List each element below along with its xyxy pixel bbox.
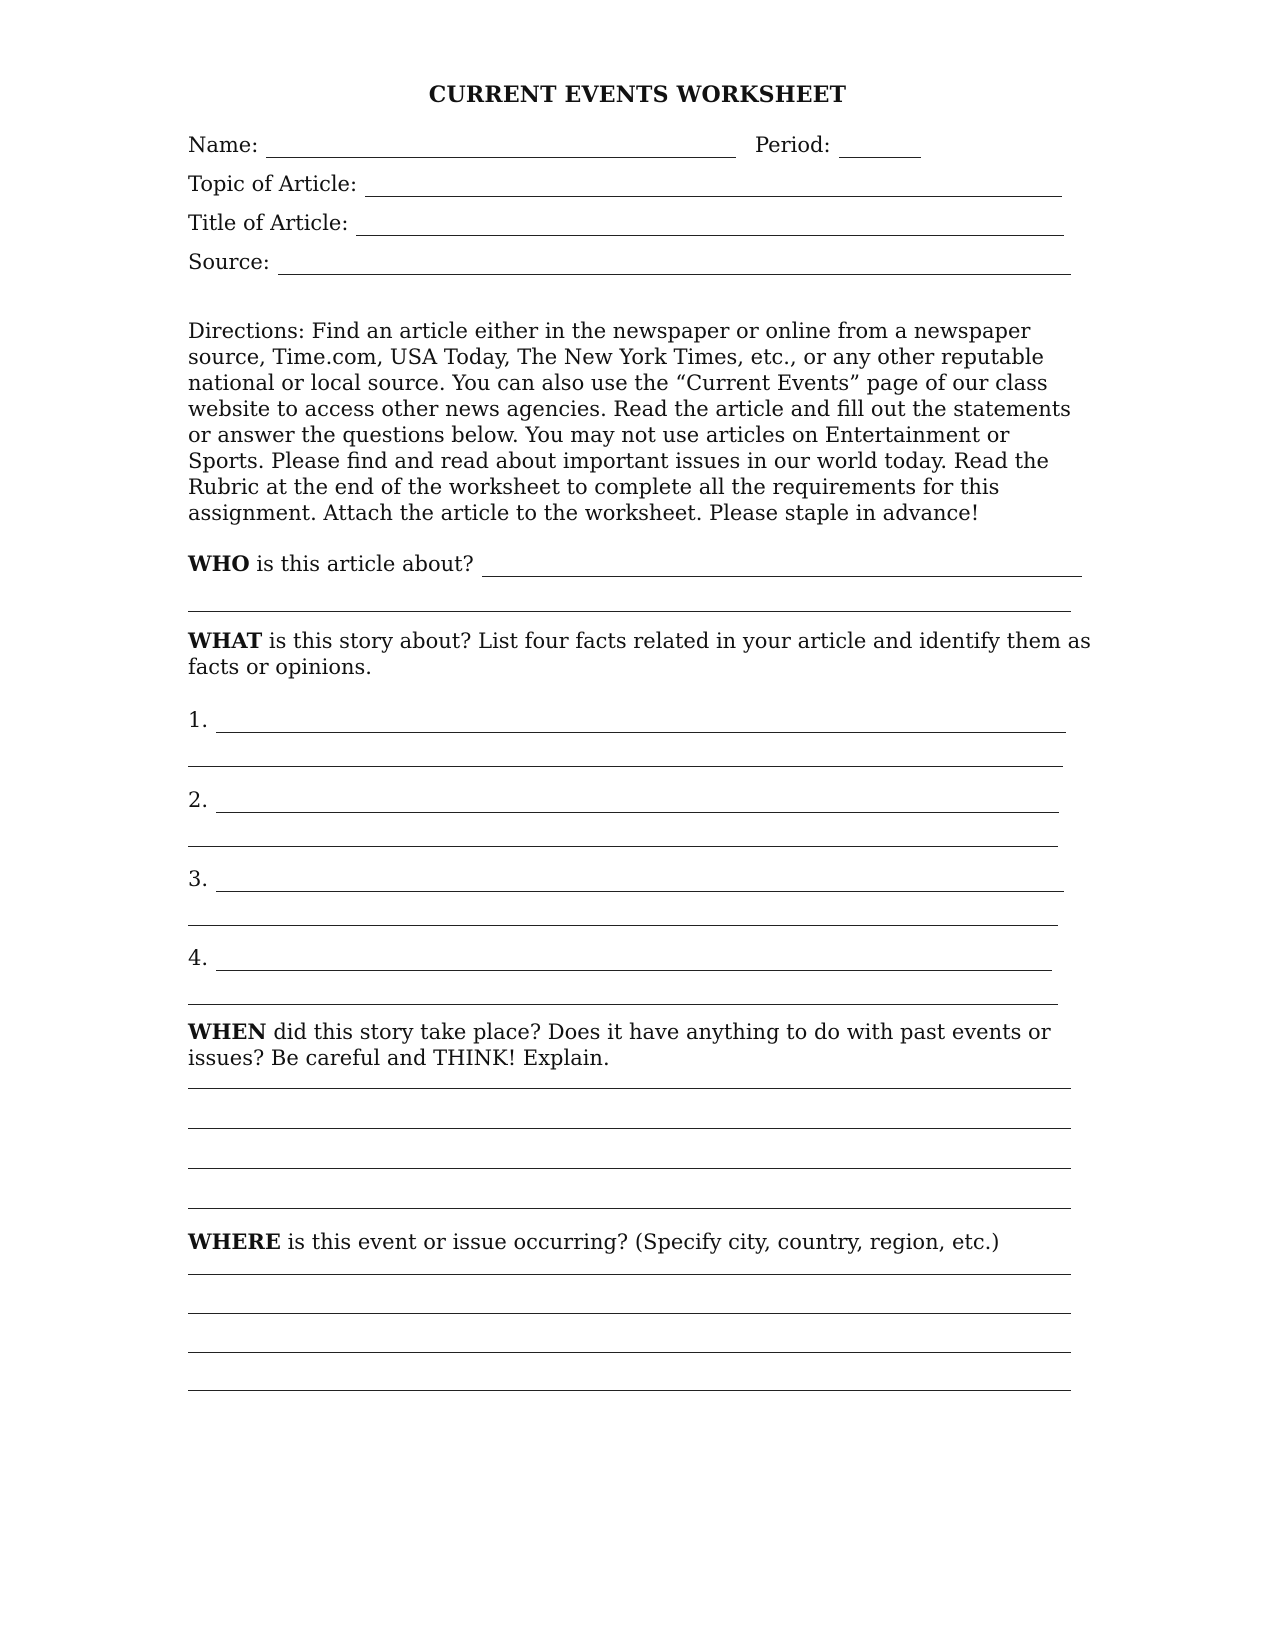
where-text: is this event or issue occurring? (Specify city, country, region, etc.) (280, 1230, 1000, 1254)
period-field[interactable] (839, 137, 921, 158)
when-keyword: WHEN (188, 1019, 267, 1044)
who-question (188, 551, 1082, 577)
topic-label: Topic of Article: (188, 172, 358, 196)
name-row (188, 132, 921, 158)
fact-2-row (188, 787, 1059, 813)
what-text: is this story about? List four facts related in your article and identify them as facts or opinions. (188, 629, 1091, 679)
where-keyword: WHERE (188, 1229, 281, 1254)
topic-field[interactable] (365, 176, 1062, 197)
fact-4-row (188, 945, 1052, 971)
fact-1-number: 1. (188, 708, 209, 732)
when-question (188, 1019, 1098, 1071)
fact-3-line-1[interactable] (216, 871, 1064, 892)
when-answer-line-2[interactable] (188, 1128, 1071, 1129)
fact-3-line-2[interactable] (188, 925, 1058, 926)
when-answer-line-4[interactable] (188, 1208, 1071, 1209)
source-label: Source: (188, 250, 270, 274)
source-row (188, 249, 1071, 275)
what-keyword: WHAT (188, 628, 263, 653)
when-answer-line-1[interactable] (188, 1088, 1071, 1089)
who-text: is this article about? (249, 552, 474, 576)
where-answer-line-4[interactable] (188, 1390, 1071, 1391)
who-keyword: WHO (188, 551, 250, 576)
where-answer-line-2[interactable] (188, 1313, 1071, 1314)
fact-1-row (188, 707, 1066, 733)
fact-3-row (188, 866, 1064, 892)
name-field[interactable] (266, 137, 736, 158)
fact-1-line-2[interactable] (188, 766, 1063, 767)
who-answer-line-1[interactable] (482, 556, 1082, 577)
when-answer-line-3[interactable] (188, 1168, 1071, 1169)
period-label: Period: (755, 133, 831, 157)
when-text: did this story take place? Does it have anything to do with past events or issues? Be careful and THINK! Explain. (188, 1020, 1051, 1070)
fact-2-number: 2. (188, 788, 209, 812)
fact-4-number: 4. (188, 946, 209, 970)
fact-4-line-2[interactable] (188, 1004, 1058, 1005)
article-title-row (188, 210, 1064, 236)
where-answer-line-1[interactable] (188, 1274, 1071, 1275)
article-title-label: Title of Article: (188, 211, 349, 235)
fact-4-line-1[interactable] (216, 950, 1052, 971)
name-label: Name: (188, 133, 259, 157)
article-title-field[interactable] (356, 215, 1064, 236)
source-field[interactable] (278, 254, 1071, 275)
directions-paragraph: Directions: Find an article either in the newspaper or online from a newspaper source, Time.com, USA Today, The New York Times, etc., or any other reputable national or local source. You can also use the “Current Events” page of our class website to access other news agencies. Read the article and fill out the statements or answer the questions below. You may not use articles on Entertainment or Sports. Please find and read about important issues in our world today. Read the Rubric at the end of the worksheet to complete all the requirements for this assignment. Attach the article to the worksheet. Please staple in advance! (188, 319, 1071, 525)
where-question (188, 1229, 1098, 1255)
who-answer-line-2[interactable] (188, 611, 1071, 612)
topic-row (188, 171, 1062, 197)
fact-2-line-1[interactable] (216, 792, 1059, 813)
page-title: CURRENT EVENTS WORKSHEET (428, 82, 847, 108)
fact-2-line-2[interactable] (188, 846, 1058, 847)
fact-1-line-1[interactable] (216, 712, 1066, 733)
where-answer-line-3[interactable] (188, 1352, 1071, 1353)
what-question (188, 628, 1098, 680)
fact-3-number: 3. (188, 867, 209, 891)
